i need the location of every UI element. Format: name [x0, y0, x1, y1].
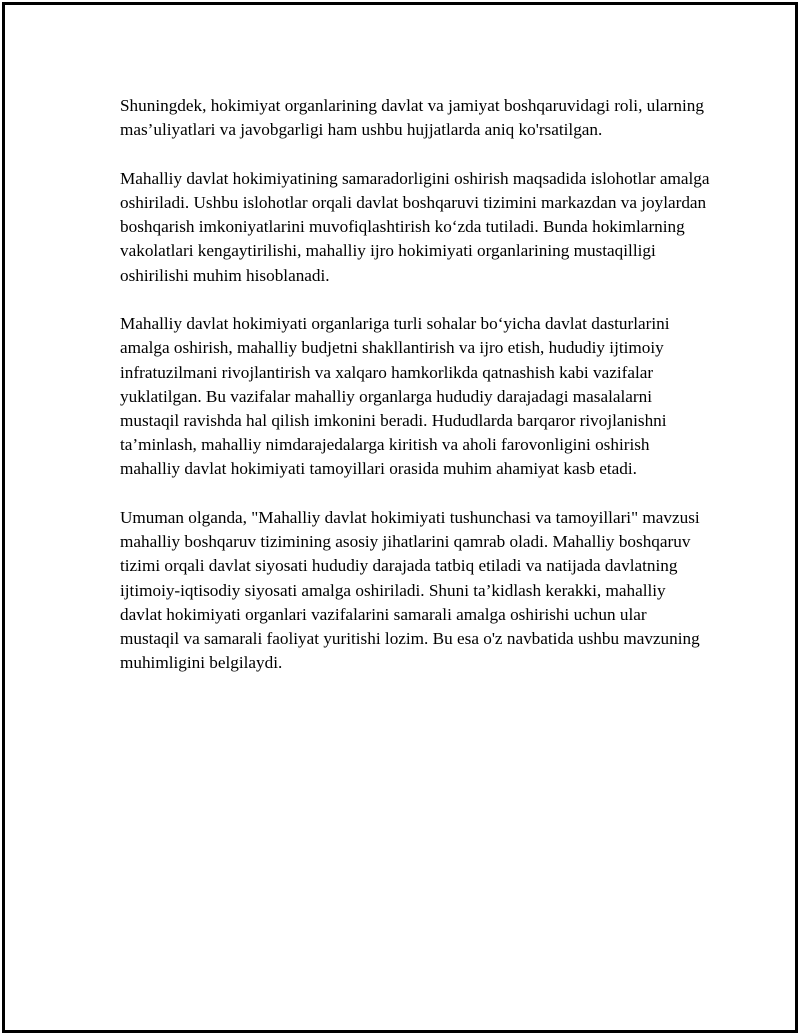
paragraph-3: Mahalliy davlat hokimiyati organlariga turli sohalar bo‘yicha davlat dasturlarini amalga oshirish, mahalliy budjetni shakllantirish va ijro etish, hududiy ijtimoiy infratuzilmani rivojlantirish va xalqaro hamkorlikda qatnashish kabi vazifalar yuklatilgan. Bu vazifalar mahalliy organlarga hududiy darajadagi masalalarni mustaqil ravishda hal qilish imkonini beradi. Hududlarda barqaror rivojlanishni ta’minlash, mahalliy nimdarajedalarga kiritish va aholi farovonligini oshirish mahalliy davlat hokimiyati tamoyillari orasida muhim ahamiyat kasb etadi. — [120, 314, 670, 479]
document-page — [2, 2, 798, 1033]
paragraph-2: Mahalliy davlat hokimiyatining samaradorligini oshirish maqsadida islohotlar amalga oshiriladi. Ushbu islohotlar orqali davlat boshqaruvi tizimini markazdan va joylardan boshqarish imkoniyatlarini muvofiqlashtirish ko‘zda tutiladi. Bunda hokimlarning vakolatlari kengaytirilishi, mahalliy ijro hokimiyati organlarining mustaqilligi oshirilishi muhim hisoblanadi. — [120, 168, 710, 285]
document-body — [120, 94, 710, 700]
paragraph-1: Shuningdek, hokimiyat organlarining davlat va jamiyat boshqaruvidagi roli, ularning mas’uliyatlari va javobgarligi ham ushbu hujjatlarda aniq ko'rsatilgan. — [120, 96, 704, 140]
paragraph-4: Umuman olganda, "Mahalliy davlat hokimiyati tushunchasi va tamoyillari" mavzusi mahalliy boshqaruv tizimining asosiy jihatlarini qamrab oladi. Mahalliy boshqaruv tizimi orqali davlat siyosati hududiy darajada tatbiq etiladi va natijada davlatning ijtimoiy-iqtisodiy siyosati amalga oshiriladi. Shuni ta’kidlash kerakki, mahalliy davlat hokimiyati organlari vazifalarini samarali amalga oshirishi uchun ular mustaqil va samarali faoliyat yuritishi lozim. Bu esa o'z navbatida ushbu mavzuning muhimligini belgilaydi. — [120, 508, 700, 673]
